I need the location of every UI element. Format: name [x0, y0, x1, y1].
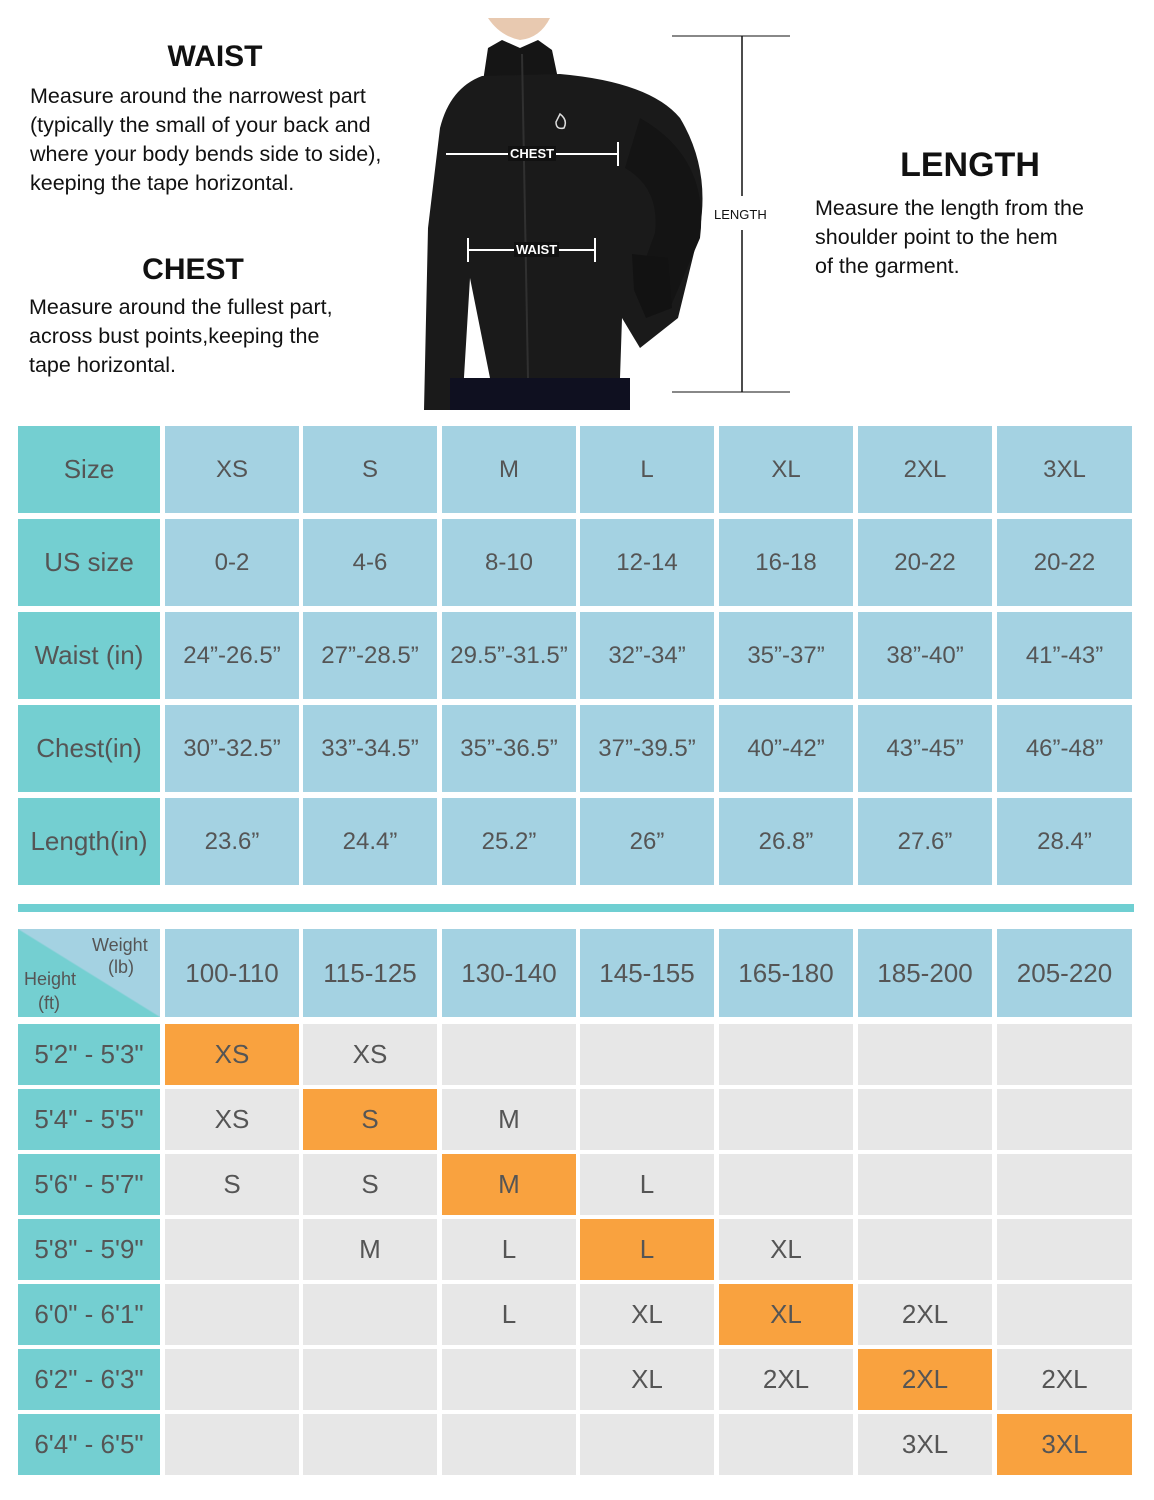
fit-cell [165, 1219, 299, 1280]
fit-cell: XS [303, 1024, 437, 1085]
fit-cell [580, 1414, 714, 1475]
fit-cell [580, 1089, 714, 1150]
fit-cell [165, 1414, 299, 1475]
length-heading: LENGTH [900, 146, 1040, 184]
size-cell: 24.4” [303, 798, 437, 885]
recommended-size-cell: XL [719, 1284, 853, 1345]
fit-cell: L [580, 1154, 714, 1215]
size-cell: 40”-42” [719, 705, 853, 792]
fit-cell: 2XL [719, 1349, 853, 1410]
fit-cell [442, 1024, 576, 1085]
size-cell: 16-18 [719, 519, 853, 606]
corner-weight: Weight [92, 935, 148, 955]
fit-cell [719, 1024, 853, 1085]
weight-header: 145-155 [580, 929, 714, 1017]
fit-cell [303, 1414, 437, 1475]
fit-cell [303, 1284, 437, 1345]
fit-cell [858, 1154, 992, 1215]
fit-cell: L [442, 1219, 576, 1280]
size-row-label: US size [18, 519, 160, 606]
fit-cell [858, 1024, 992, 1085]
size-cell: S [303, 426, 437, 513]
size-cell: 4-6 [303, 519, 437, 606]
recommended-size-cell: 2XL [858, 1349, 992, 1410]
recommended-size-cell: L [580, 1219, 714, 1280]
size-cell: 32”-34” [580, 612, 714, 699]
weight-header: 165-180 [719, 929, 853, 1017]
fit-cell [858, 1219, 992, 1280]
size-cell: 25.2” [442, 798, 576, 885]
fit-cell [303, 1349, 437, 1410]
height-row-label: 6'4" - 6'5" [18, 1414, 160, 1475]
waist-desc-line: keeping the tape horizontal. [30, 171, 295, 195]
size-cell: 26” [580, 798, 714, 885]
fit-cell [165, 1284, 299, 1345]
weight-header: 100-110 [165, 929, 299, 1017]
fit-cell: XS [165, 1089, 299, 1150]
fit-cell [719, 1089, 853, 1150]
chest-heading: CHEST [142, 253, 244, 286]
length-desc-line: of the garment. [815, 254, 960, 278]
size-cell: 38”-40” [858, 612, 992, 699]
height-row-label: 6'2" - 6'3" [18, 1349, 160, 1410]
fit-cell [580, 1024, 714, 1085]
weight-height-corner [18, 929, 160, 1017]
weight-header: 115-125 [303, 929, 437, 1017]
fit-cell [719, 1414, 853, 1475]
size-row-label: Length(in) [18, 798, 160, 885]
fit-cell [997, 1154, 1132, 1215]
fit-cell: 2XL [997, 1349, 1132, 1410]
recommended-size-cell: S [303, 1089, 437, 1150]
size-cell: 27.6” [858, 798, 992, 885]
fit-cell [442, 1349, 576, 1410]
size-cell: 41”-43” [997, 612, 1132, 699]
height-row-label: 5'6" - 5'7" [18, 1154, 160, 1215]
size-row-label: Waist (in) [18, 612, 160, 699]
fit-cell: M [442, 1089, 576, 1150]
fit-cell: XL [719, 1219, 853, 1280]
height-row-label: 5'8" - 5'9" [18, 1219, 160, 1280]
size-cell: 24”-26.5” [165, 612, 299, 699]
size-row-label: Chest(in) [18, 705, 160, 792]
chest-desc-line: tape horizontal. [29, 353, 177, 377]
chest-desc-line: Measure around the fullest part, [29, 295, 333, 319]
waist-desc-line: Measure around the narrowest part [30, 84, 366, 108]
size-cell: XL [719, 426, 853, 513]
corner-height-unit: (ft) [38, 993, 60, 1013]
size-cell: 35”-36.5” [442, 705, 576, 792]
size-cell: 2XL [858, 426, 992, 513]
size-row-label: Size [18, 426, 160, 513]
waist-heading: WAIST [167, 40, 263, 73]
corner-height: Height [24, 969, 77, 989]
fit-cell: XL [580, 1284, 714, 1345]
size-cell: M [442, 426, 576, 513]
fit-cell [997, 1089, 1132, 1150]
size-cell: 26.8” [719, 798, 853, 885]
fit-cell [997, 1219, 1132, 1280]
fit-cell [997, 1024, 1132, 1085]
fit-cell [165, 1349, 299, 1410]
fit-cell [997, 1284, 1132, 1345]
size-cell: 46”-48” [997, 705, 1132, 792]
fit-cell: 2XL [858, 1284, 992, 1345]
size-cell: 33”-34.5” [303, 705, 437, 792]
size-cell: 12-14 [580, 519, 714, 606]
fit-cell: L [442, 1284, 576, 1345]
fit-cell [442, 1414, 576, 1475]
size-cell: 43”-45” [858, 705, 992, 792]
height-row-label: 5'2" - 5'3" [18, 1024, 160, 1085]
size-cell: 30”-32.5” [165, 705, 299, 792]
fit-cell [719, 1154, 853, 1215]
size-cell: 20-22 [858, 519, 992, 606]
size-cell: 37”-39.5” [580, 705, 714, 792]
recommended-size-cell: XS [165, 1024, 299, 1085]
height-row-label: 5'4" - 5'5" [18, 1089, 160, 1150]
size-cell: XS [165, 426, 299, 513]
weight-header: 185-200 [858, 929, 992, 1017]
fit-cell: XL [580, 1349, 714, 1410]
recommended-size-cell: 3XL [997, 1414, 1132, 1475]
waist-desc-line: where your body bends side to side), [30, 142, 382, 166]
size-cell: 27”-28.5” [303, 612, 437, 699]
size-cell: 29.5”-31.5” [442, 612, 576, 699]
waist-measure-label: WAIST [516, 242, 558, 257]
size-cell: 8-10 [442, 519, 576, 606]
length-desc-line: Measure the length from the [815, 196, 1084, 220]
weight-header: 130-140 [442, 929, 576, 1017]
chest-desc-line: across bust points,keeping the [29, 324, 320, 348]
weight-header: 205-220 [997, 929, 1132, 1017]
fit-cell: S [303, 1154, 437, 1215]
recommended-size-cell: M [442, 1154, 576, 1215]
length-measure-label: LENGTH [714, 207, 767, 222]
chest-measure-label: CHEST [510, 146, 555, 161]
size-cell: 23.6” [165, 798, 299, 885]
size-cell: 0-2 [165, 519, 299, 606]
size-cell: L [580, 426, 714, 513]
fit-cell: 3XL [858, 1414, 992, 1475]
waist-desc-line: (typically the small of your back and [30, 113, 371, 137]
fit-cell [858, 1089, 992, 1150]
length-desc-line: shoulder point to the hem [815, 225, 1058, 249]
size-cell: 20-22 [997, 519, 1132, 606]
size-cell: 28.4” [997, 798, 1132, 885]
fit-cell: M [303, 1219, 437, 1280]
corner-weight-unit: (lb) [108, 957, 134, 977]
size-cell: 3XL [997, 426, 1132, 513]
fit-cell: S [165, 1154, 299, 1215]
size-cell: 35”-37” [719, 612, 853, 699]
height-row-label: 6'0" - 6'1" [18, 1284, 160, 1345]
